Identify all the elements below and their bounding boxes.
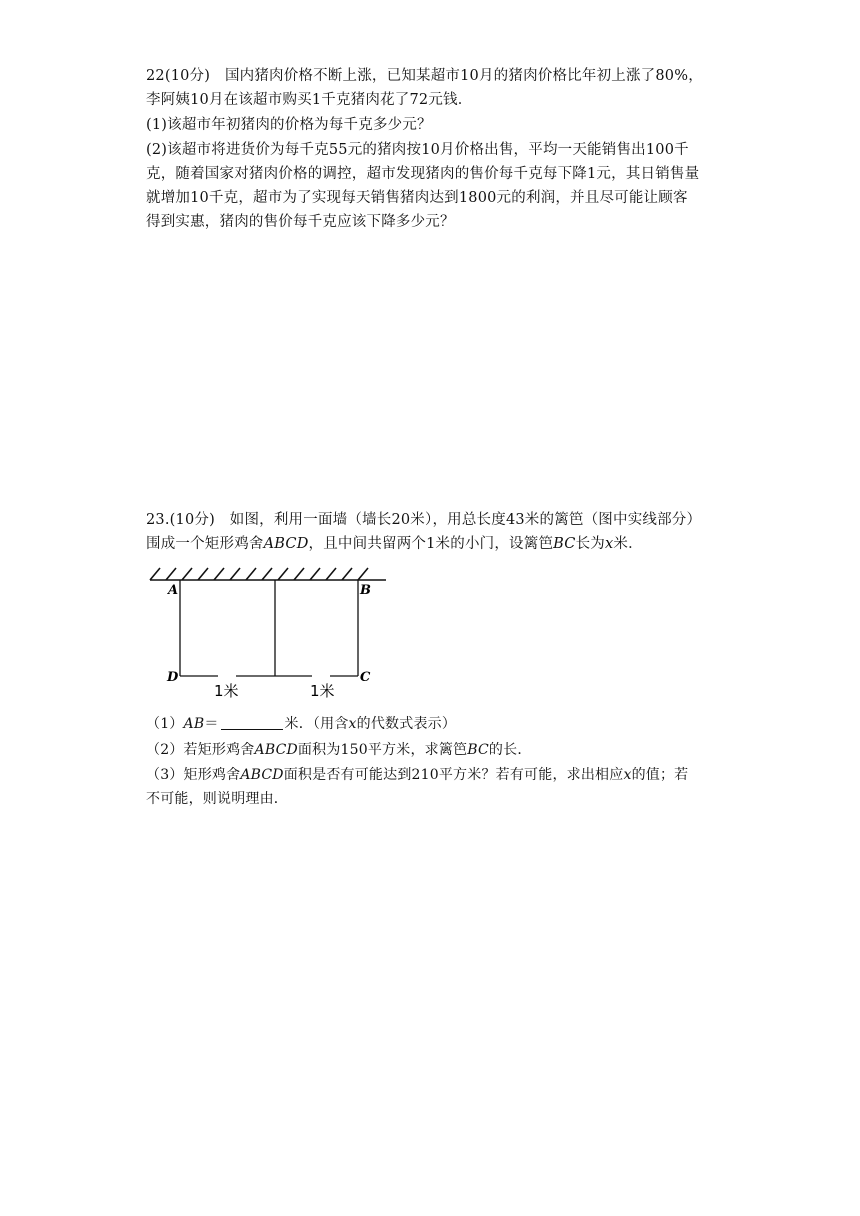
q22-text-1: 国内猪肉价格不断上涨，已知某超市10月的猪肉价格比年初上涨了80%， xyxy=(224,68,703,84)
label-d: D xyxy=(167,670,179,685)
math-x: x xyxy=(348,716,357,732)
q22-line-2: 李阿姨10月在该超市购买1千克猪肉花了72元钱． xyxy=(146,92,473,108)
coop-figure xyxy=(146,560,396,702)
q23-header: 23.(10分) xyxy=(146,512,215,528)
door-label-2: 1米 xyxy=(310,682,335,700)
fence-lines xyxy=(180,580,358,676)
sub1-suffix: 的代数式表示） xyxy=(356,716,457,732)
q23-sub-3 xyxy=(146,765,688,785)
sub1-text: 米．（用含 xyxy=(284,716,349,732)
q22-part-2-line-2: 克，随着国家对猪肉价格的调控，超市发现猪肉的售价每千克每下降1元，其日销售量 xyxy=(146,166,700,182)
q23-text-1: 如图，利用一面墙（墙长20米），用总长度43米的篱笆（图中实线部分） xyxy=(229,512,702,528)
math-bc: BC xyxy=(553,536,576,552)
q23-text-2d: 米． xyxy=(613,536,643,552)
sub2-suffix: 的长． xyxy=(488,742,532,758)
q23-sub-3-line-2: 不可能，则说明理由． xyxy=(146,791,288,807)
math-abcd: ABCD xyxy=(263,536,309,552)
math-x: x xyxy=(604,536,614,552)
sub2-prefix: （2）若矩形鸡舍 xyxy=(146,742,255,758)
q23-line-1 xyxy=(146,510,701,530)
wall-hatching xyxy=(150,568,368,580)
q23-line-2 xyxy=(146,534,643,554)
door-label-1: 1米 xyxy=(214,682,239,700)
q22-line-1 xyxy=(146,66,703,86)
math-abcd: ABCD xyxy=(240,767,284,783)
sub3-prefix: （3）矩形鸡舍 xyxy=(146,767,241,783)
sub2-text: 面积为150平方米，求篱笆 xyxy=(297,742,468,758)
q23-text-2b: ，且中间共留两个1米的小门，设篱笆 xyxy=(308,536,554,552)
math-abcd: ABCD xyxy=(254,742,298,758)
sub3-text: 面积是否有可能达到210平方米？若有可能，求出相应 xyxy=(283,767,624,783)
q22-part-2-line-4: 得到实惠，猪肉的售价每千克应该下降多少元？ xyxy=(146,214,455,230)
q23-sub-2 xyxy=(146,740,532,760)
q22-part-2-line-1: (2)该超市将进货价为每千克55元的猪肉按10月价格出售，平均一天能销售出100千 xyxy=(146,142,689,158)
q22-header: 22(10分) xyxy=(146,68,211,84)
math-bc: BC xyxy=(467,742,489,758)
label-a: A xyxy=(168,583,179,598)
answer-blank[interactable] xyxy=(221,715,283,730)
sub3-suffix: 的值；若 xyxy=(631,767,689,783)
math-x: x xyxy=(623,767,632,783)
label-b: B xyxy=(360,583,371,598)
q22-part-1: (1)该超市年初猪肉的价格为每千克多少元？ xyxy=(146,117,432,133)
q22-part-2-line-3: 就增加10千克，超市为了实现每天销售猪肉达到1800元的利润，并且尽可能让顾客 xyxy=(146,190,688,206)
label-c: C xyxy=(360,670,371,685)
q23-text-2a: 围成一个矩形鸡舍 xyxy=(146,536,264,552)
sub1-equals: ＝ xyxy=(204,716,219,732)
q23-sub-1 xyxy=(146,714,456,734)
q23-text-2c: 长为 xyxy=(575,536,605,552)
sub1-prefix: （1） xyxy=(146,716,184,732)
math-ab: AB xyxy=(183,716,205,732)
